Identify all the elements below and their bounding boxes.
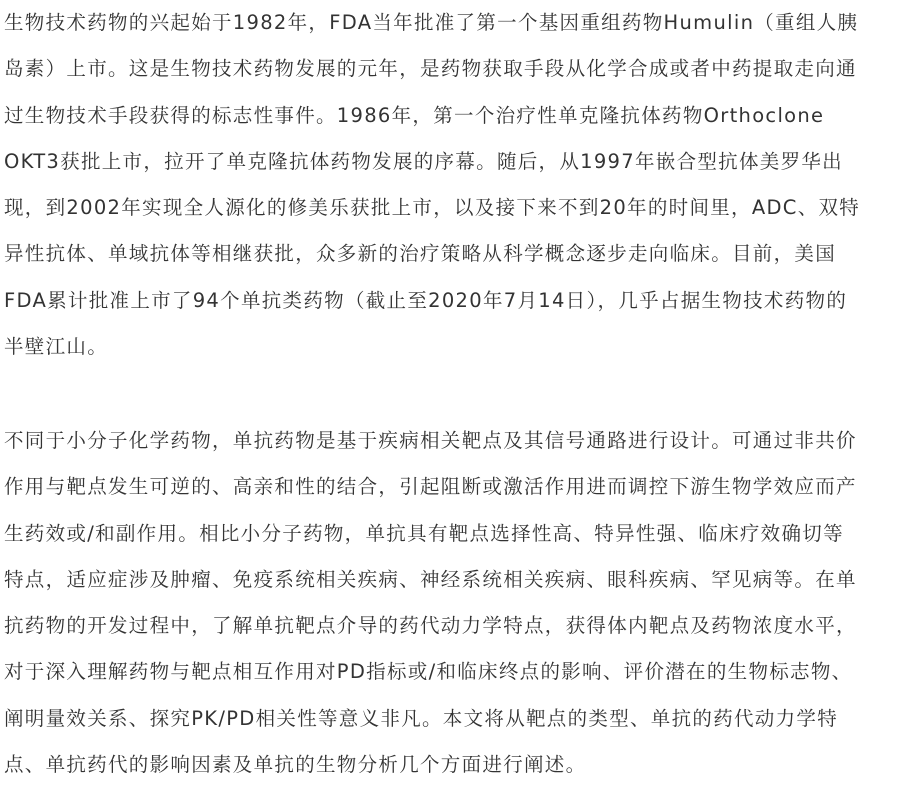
text-line: 现，到2002年实现全人源化的修美乐获批上市，以及接下来不到20年的时间里，ADC、双特 — [4, 196, 861, 220]
text-line: 点、单抗药代的影响因素及单抗的生物分析几个方面进行阐述。 — [4, 753, 587, 777]
text-line: FDA累计批准上市了94个单抗类药物（截止至2020年7月14日），几乎占据生物技术药物的 — [4, 288, 848, 312]
paragraph-mechanism — [0, 418, 904, 788]
text-line: 不同于小分子化学药物，单抗药物是基于疾病相关靶点及其信号通路进行设计。可通过非共价 — [4, 429, 857, 452]
text-line: 抗药物的开发过程中，了解单抗靶点介导的药代动力学特点，获得体内靶点及药物浓度水平， — [4, 614, 857, 638]
text-line: 作用与靶点发生可逆的、高亲和性的结合，引起阻断或激活作用进而调控下游生物学效应而产 — [4, 475, 857, 499]
text-line: 半壁江山。 — [4, 335, 109, 359]
text-line: 对于深入理解药物与靶点相互作用对PD指标或/和临床终点的影响、评价潜在的生物标志物、 — [4, 660, 853, 684]
text-line: 岛素）上市。这是生物技术药物发展的元年，是药物获取手段从化学合成或者中药提取走向通 — [4, 57, 857, 81]
text-line: 生物技术药物的兴起始于1982年，FDA当年批准了第一个基因重组药物Humulin（重组人胰 — [4, 11, 859, 34]
paragraph-history — [0, 0, 904, 370]
text-line: 特点，适应症涉及肿瘤、免疫系统相关疾病、神经系统相关疾病、眼科疾病、罕见病等。在单 — [4, 567, 857, 591]
text-line: 过生物技术手段获得的标志性事件。1986年，第一个治疗性单克隆抗体药物Orthoclone — [4, 103, 825, 127]
text-line: 异性抗体、单域抗体等相继获批，众多新的治疗策略从科学概念逐步走向临床。目前，美国 — [4, 242, 837, 266]
text-line: OKT3获批上市，拉开了单克隆抗体药物发展的序幕。随后，从1997年嵌合型抗体美罗华出 — [4, 149, 843, 173]
text-line: 阐明量效关系、探究PK/PD相关性等意义非凡。本文将从靶点的类型、单抗的药代动力学特 — [4, 706, 838, 730]
text-line: 生药效或/和副作用。相比小分子药物，单抗具有靶点选择性高、特异性强、临床疗效确切等 — [4, 521, 844, 545]
